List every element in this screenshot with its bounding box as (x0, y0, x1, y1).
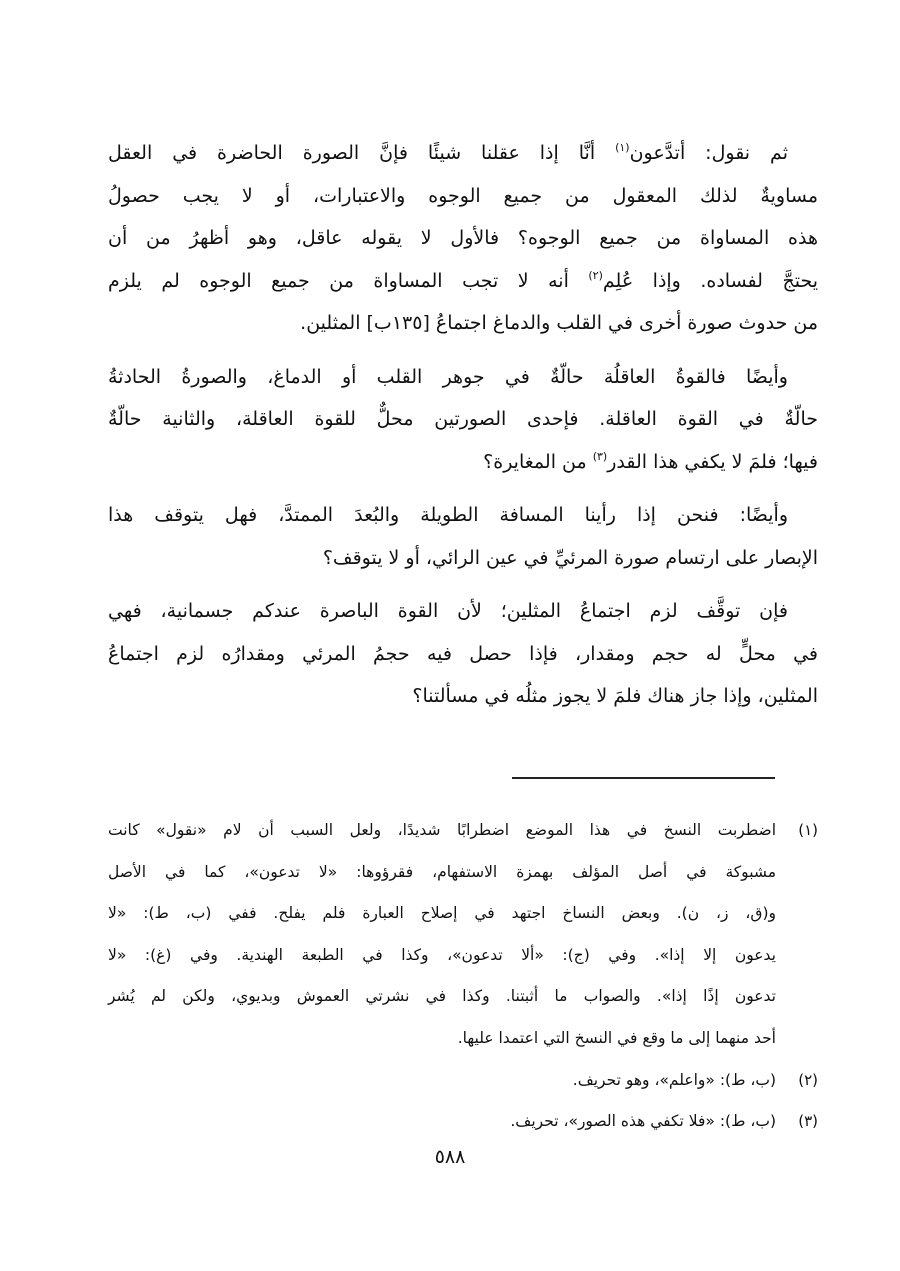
footnote-text (108, 1060, 776, 1102)
text-segment: فإن توقَّف لزم اجتماعُ المثلين؛ لأن القوة الباصرة عندكم جسمانية، فهي (108, 600, 788, 622)
footnote-line: مشبوكة في أصل المؤلف بهمزة الاستفهام، فقرؤوها: «لا تدعون»، كما في الأصل (108, 862, 776, 881)
text-segment: من المغايرة؟ (483, 450, 593, 473)
footnote (108, 810, 818, 1060)
text-segment: يحتجَّ لفساده. وإذا عُلِم (602, 269, 818, 292)
footnote-line: (ب، ط): «فلا تكفي هذه الصور»، تحريف. (510, 1112, 776, 1131)
footnote-line: يدعون إلا إذا». وفي (ج): «ألا تدعون»، وكذا في الطبعة الهندية. وفي (غ): «لا (108, 945, 776, 964)
text-segment: أنه لا تجب المساواة من جميع الوجوه لم يلزم (108, 269, 589, 292)
footnote-text (108, 1101, 776, 1143)
text-line (108, 590, 818, 633)
text-line (108, 441, 818, 484)
text-segment: ثم نقول: أتدَّعون (629, 142, 788, 164)
text-line (108, 175, 818, 218)
text-line (108, 633, 818, 676)
paragraph (108, 356, 818, 484)
text-segment: فيها؛ فلمَ لا يكفي هذا القدر (607, 450, 818, 473)
text-segment: مساويةٌ لذلك المعقول من جميع الوجوه والاعتبارات، أو لا يجب حصولُ (108, 184, 818, 207)
footnote-text (108, 810, 776, 1060)
text-line (108, 494, 818, 537)
page-number: ٥٨٨ (434, 1146, 466, 1168)
text-line (108, 302, 818, 345)
text-segment: من حدوث صورة أخرى في القلب والدماغ اجتماعُ [١٣٥ب] المثلين. (300, 312, 818, 334)
footnote-line: اضطربت النسخ في هذا الموضع اضطرابًا شديدًا، ولعل السبب أن لام «نقول» كانت (108, 821, 776, 839)
footnote-marker: (٣) (592, 449, 608, 463)
text-line (108, 398, 818, 441)
text-line (108, 356, 818, 399)
footnote-line: تدعون إذًا إذا». والصواب ما أثبتنا. وكذا في نشرتي العموش وبديوي، ولكن لم يُشر (108, 987, 776, 1006)
paragraph (108, 132, 818, 345)
footnote-number: (٢) (798, 1070, 818, 1089)
text-segment: هذه المساواة من جميع الوجوه؟ فالأول لا يقوله عاقل، وهو أظهرُ من أن (108, 227, 818, 249)
text-segment: في محلٍّ له حجم ومقدار، فإذا حصل فيه حجمُ المرئي ومقدارُه لزم اجتماعُ (108, 642, 818, 665)
text-line (108, 260, 818, 303)
footnote-separator (512, 777, 775, 779)
text-segment: وأيضًا فالقوةُ العاقلُة حالّةٌ في جوهر القلب أو الدماغ، والصورةُ الحادثةُ (108, 365, 788, 388)
footnote-number: (١) (798, 821, 818, 839)
text-line (108, 675, 818, 718)
text-line (108, 132, 818, 175)
text-segment: الإبصار على ارتسام صورة المرئيِّ في عين الرائي، أو لا يتوقف؟ (322, 546, 818, 569)
footnotes (108, 810, 818, 1143)
footnote (108, 1101, 818, 1143)
footnote (108, 1060, 818, 1102)
text-segment: وأيضًا: فنحن إذا رأينا المسافة الطويلة والبُعدَ الممتدَّ، فهل يتوقف هذا (108, 504, 788, 526)
paragraph (108, 590, 818, 718)
text-segment: المثلين، وإذا جاز هناك فلمَ لا يجوز مثلُه في مسألتنا؟ (412, 685, 818, 707)
paragraph (108, 494, 818, 579)
footnote-line: (ب، ط): «واعلم»، وهو تحريف. (572, 1070, 776, 1089)
text-line (108, 217, 818, 260)
footnote-line: و(ق، ز، ن). وبعض النساخ اجتهد في إصلاح العبارة فلم يفلح. ففي (ب، ط): «لا (108, 904, 776, 923)
text-line (108, 537, 818, 580)
main-text (108, 132, 818, 729)
text-segment: أنَّا إذا عقلنا شيئًا فإنَّ الصورة الحاضرة في العقل (108, 142, 616, 164)
text-segment: حالّةٌ في القوة العاقلة. فإحدى الصورتين محلٌّ للقوة العاقلة، والثانية حالّةٌ (108, 408, 818, 430)
footnote-marker: (١) (615, 141, 630, 154)
footnote-marker: (٢) (588, 268, 603, 282)
footnote-line: أحد منهما إلى ما وقع في النسخ التي اعتمدا عليها. (457, 1028, 776, 1047)
footnote-number: (٣) (798, 1112, 818, 1131)
